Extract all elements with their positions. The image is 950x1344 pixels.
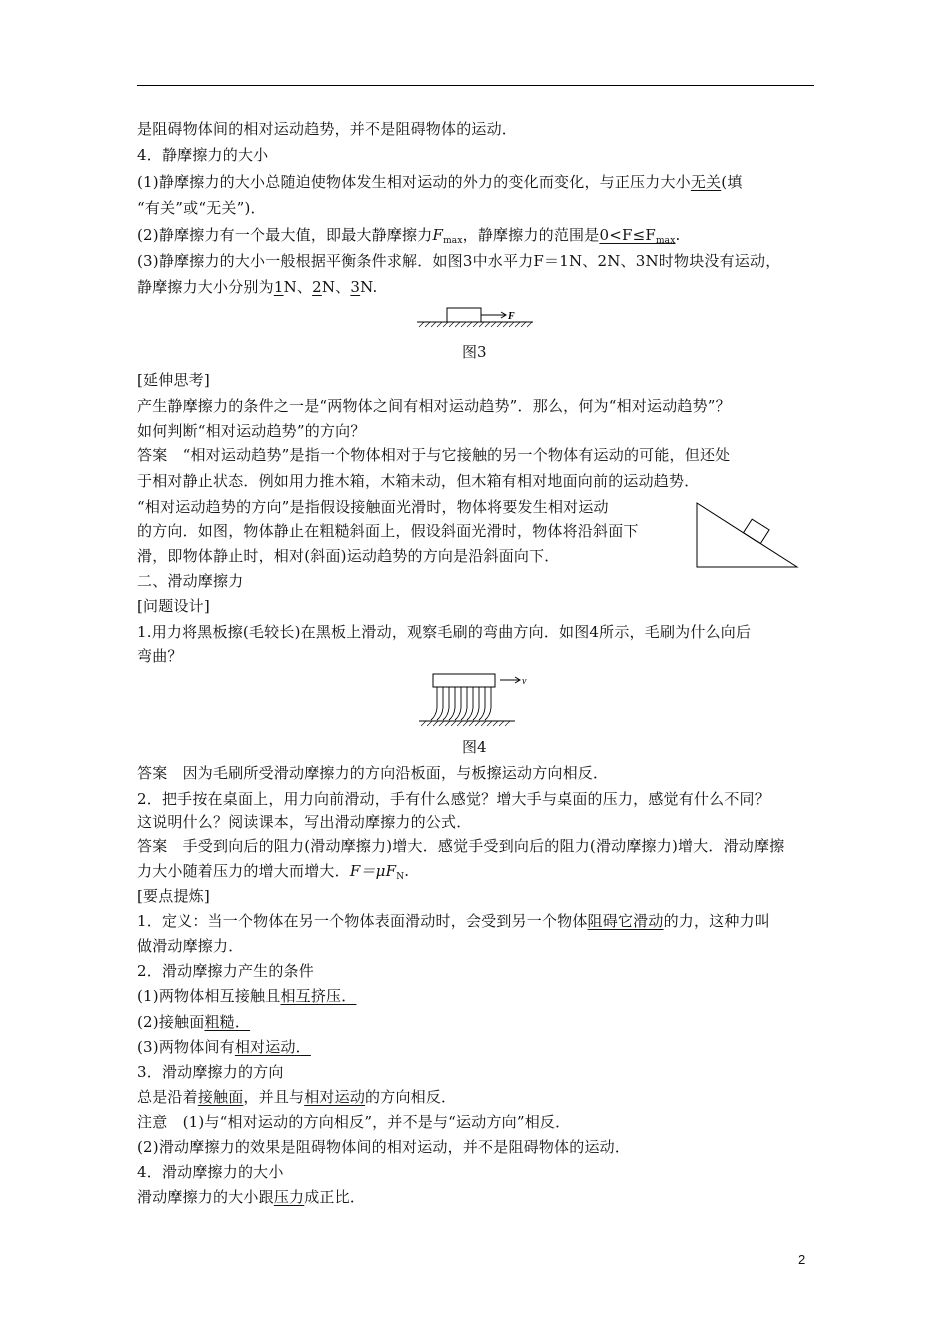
answer-blank: 2	[312, 278, 322, 296]
text-line: 滑，即物体静止时，相对(斜面)运动趋势的方向是沿斜面向下．	[137, 547, 560, 565]
text-line: 总是沿着接触面，并且与相对运动的方向相反．	[137, 1088, 457, 1106]
figure-4-brush-diagram	[415, 670, 535, 730]
text-line: 做滑动摩擦力．	[137, 937, 244, 955]
incline-diagram	[695, 500, 800, 570]
text-line: 产生静摩擦力的条件之一是“两物体之间有相对运动趋势”．那么，何为“相对运动趋势”？	[137, 397, 731, 415]
text-line: 滑动摩擦力的大小跟压力成正比．	[137, 1188, 366, 1206]
answer-blank: 粗糙．	[204, 1013, 251, 1031]
subsection-heading: [延伸思考]	[137, 371, 210, 389]
answer-blank: 相对运动．	[234, 1038, 311, 1056]
text-line: “有关”或“无关”)．	[137, 199, 266, 217]
text-line: (2)滑动摩擦力的效果是阻碍物体间的相对运动，并不是阻碍物体的运动．	[137, 1138, 631, 1156]
subsection-heading: [要点提炼]	[137, 887, 210, 905]
section-heading: 4．滑动摩擦力的大小	[137, 1163, 284, 1181]
section-heading: 2．滑动摩擦力产生的条件	[137, 962, 314, 980]
text-line: 如何判断“相对运动趋势”的方向？	[137, 422, 366, 440]
text-line: 1．定义：当一个物体在另一个物体表面滑动时，会受到另一个物体阻碍它滑动的力，这种力叫	[137, 912, 770, 930]
answer-blank: 3	[350, 278, 361, 296]
page-number: 2	[798, 1252, 806, 1267]
velocity-label: v	[522, 676, 527, 687]
text-line: (1)静摩擦力的大小总随迫使物体发生相对运动的外力的变化而变化，与正压力大小无关(填	[137, 173, 743, 191]
text-line: 这说明什么？阅读课本，写出滑动摩擦力的公式．	[137, 813, 472, 831]
header-rule	[137, 85, 814, 86]
text-line: 2．把手按在桌面上，用力向前滑动，手有什么感觉？增大手与桌面的压力，感觉有什么不同？	[137, 790, 770, 808]
text-line: 弯曲？	[137, 647, 183, 665]
text-line: 答案 手受到向后的阻力(滑动摩擦力)增大．感觉手受到向后的阻力(滑动摩擦力)增大．滑动摩擦	[137, 837, 785, 855]
text-line: 答案 “相对运动趋势”是指一个物体相对于与它接触的另一个物体有运动的可能，但还处	[137, 446, 731, 464]
answer-blank: 相对运动	[304, 1088, 366, 1106]
text-line: 1.用力将黑板擦(毛较长)在黑板上滑动，观察毛刷的弯曲方向．如图4所示，毛刷为什么向后	[137, 623, 752, 641]
figure-caption: 图4	[462, 738, 487, 756]
answer-blank: $0<F\le F_{max}$	[599, 226, 676, 246]
figure-caption: 图3	[462, 343, 487, 361]
text-line: (1)两物体相互接触且相互挤压．	[137, 987, 357, 1005]
answer-blank: 接触面	[197, 1088, 244, 1106]
answer-blank: 相互挤压．	[280, 987, 357, 1005]
force-label: F	[508, 311, 515, 322]
figure-3-block-diagram	[415, 300, 535, 330]
text-line: “相对运动趋势的方向”是指假设接触面光滑时，物体将要发生相对运动	[137, 498, 609, 516]
text-line: 静摩擦力大小分别为1N、2N、3N.	[137, 278, 378, 296]
text-line: 答案 因为毛刷所受滑动摩擦力的方向沿板面，与板擦运动方向相反．	[137, 764, 609, 782]
section-heading: 二、滑动摩擦力	[137, 572, 244, 590]
text-line: 注意 (1)与“相对运动的方向相反”，并不是与“运动方向”相反．	[137, 1113, 571, 1131]
text-line: (2)接触面粗糙．	[137, 1013, 251, 1031]
text-line: 的方向．如图，物体静止在粗糙斜面上，假设斜面光滑时，物体将沿斜面下	[137, 522, 639, 540]
text-line: 是阻碍物体间的相对运动趋势，并不是阻碍物体的运动．	[137, 120, 518, 138]
answer-blank: 阻碍它滑动	[587, 912, 664, 930]
text-line: 于相对静止状态．例如用力推木箱，木箱未动，但木箱有相对地面向前的运动趋势．	[137, 472, 700, 490]
answer-blank: 1	[273, 278, 284, 296]
text-line: (2)静摩擦力有一个最大值，即最大静摩擦力$F_{max}$，静摩擦力的范围是$0<F\le F_{max}$.	[137, 226, 681, 246]
section-heading: 4．静摩擦力的大小	[137, 146, 269, 164]
subsection-heading: [问题设计]	[137, 597, 210, 615]
text-line: (3)静摩擦力的大小一般根据平衡条件求解．如图3中水平力F＝1N、2N、3N时物块没有运动，	[137, 252, 781, 270]
answer-blank: 压力	[273, 1188, 305, 1206]
text-line: (3)两物体间有相对运动．	[137, 1038, 311, 1056]
text-line: 力大小随着压力的增大而增大．$F=\mu F_N$.	[137, 862, 410, 882]
section-heading: 3．滑动摩擦力的方向	[137, 1063, 284, 1081]
answer-blank: 无关	[690, 173, 722, 191]
